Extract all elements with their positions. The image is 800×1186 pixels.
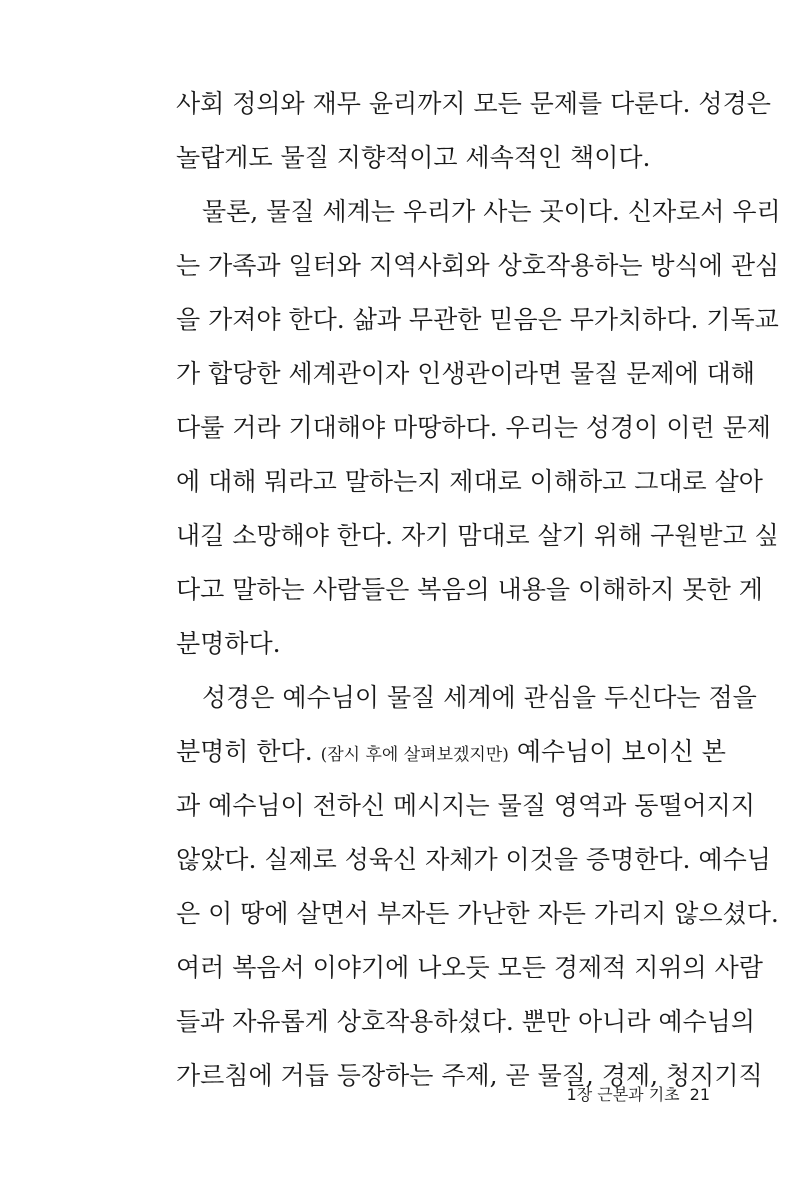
body-text [176,77,781,1103]
text-line: 사회 정의와 재무 윤리까지 모든 문제를 다룬다. 성경은 [176,89,771,118]
text-line: 물론, 물질 세계는 우리가 사는 곳이다. 신자로서 우리 [202,197,781,226]
text-line: 성경은 예수님이 물질 세계에 관심을 두신다는 점을 [202,683,757,712]
text-segment: 예수님이 보이신 본 [508,737,726,766]
text-line: 않았다. 실제로 성육신 자체가 이것을 증명한다. 예수님 [176,845,771,874]
text-line: 가르침에 거듭 등장하는 주제, 곧 물질, 경제, 청지기직 [176,1061,763,1090]
text-line: 내길 소망해야 한다. 자기 맘대로 살기 위해 구원받고 싶 [176,521,779,550]
text-line: 과 예수님이 전하신 메시지는 물질 영역과 동떨어지지 [176,791,755,820]
parenthetical-aside: (잠시 후에 살펴보겠지만) [320,745,509,765]
text-line: 놀랍게도 물질 지향적이고 세속적인 책이다. [176,143,651,172]
chapter-title: 1장 근본과 기초 [566,1085,680,1104]
text-line: 다고 말하는 사람들은 복음의 내용을 이해하지 못한 게 [176,575,763,604]
text-line: 다룰 거라 기대해야 마땅하다. 우리는 성경이 이런 문제 [176,413,771,442]
text-line: 분명하다. [176,629,281,658]
text-line-with-aside [176,725,726,779]
text-line: 가 합당한 세계관이자 인생관이라면 물질 문제에 대해 [176,359,755,388]
text-line: 에 대해 뭐라고 말하는지 제대로 이해하고 그대로 살아 [176,467,763,496]
text-segment: 분명히 한다. [176,737,321,766]
text-line: 는 가족과 일터와 지역사회와 상호작용하는 방식에 관심 [176,251,780,280]
text-line: 들과 자유롭게 상호작용하셨다. 뿐만 아니라 예수님의 [176,1007,755,1036]
text-line: 여러 복음서 이야기에 나오듯 모든 경제적 지위의 사람 [176,953,763,982]
page-number: 21 [689,1085,710,1104]
page-footer [567,1082,710,1105]
text-line: 은 이 땅에 살면서 부자든 가난한 자든 가리지 않으셨다. [176,899,779,928]
text-line: 을 가져야 한다. 삶과 무관한 믿음은 무가치하다. 기독교 [176,305,779,334]
